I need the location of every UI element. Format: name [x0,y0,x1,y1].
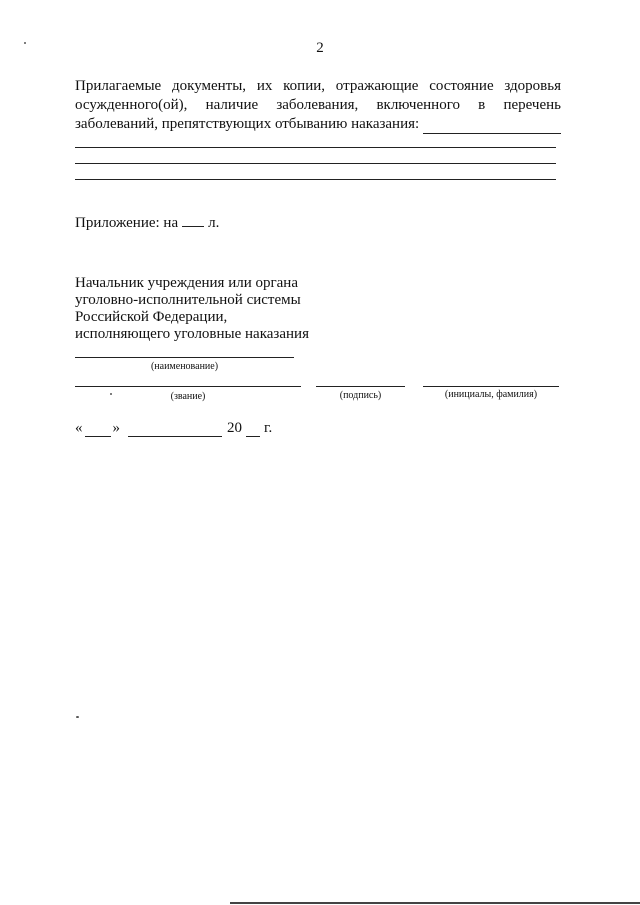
scan-speck [76,716,79,718]
signatory-line-1: Начальник учреждения или органа [75,275,298,291]
attached-documents-line-3-text: заболеваний, препятствующих отбыванию наказания: [75,116,420,132]
diseases-blank-line-3[interactable] [75,179,556,180]
signatory-line-2: уголовно-исполнительной системы [75,292,301,308]
signatory-line-4: исполняющего уголовные наказания [75,326,309,342]
date-year-suffix: г. [264,420,273,436]
date-close-quote: » [112,420,120,436]
rank-caption: (звание) [170,391,206,402]
institution-name-blank[interactable] [75,357,294,358]
signatory-block [75,275,309,343]
diseases-blank-field[interactable] [423,119,561,134]
date-open-quote: « [75,420,83,436]
date-year-blank[interactable] [246,423,260,437]
appendix-pages-blank[interactable] [182,214,204,227]
diseases-blank-line-1[interactable] [75,147,556,148]
signature-blank[interactable] [316,386,405,387]
rank-blank[interactable] [75,386,301,387]
scan-speck [110,393,112,395]
initials-surname-blank[interactable] [423,386,559,387]
page-number: 2 [316,40,324,56]
date-century: 20 [227,420,242,436]
attached-documents-line-2: осужденного(ой), наличие заболевания, включенного в перечень [75,97,561,113]
attached-documents-line-1: Прилагаемые документы, их копии, отражающие состояние здоровья [75,78,561,94]
appendix-line [75,214,219,232]
date-day-blank[interactable] [85,423,111,437]
attached-documents-line-3 [75,115,561,134]
institution-name-caption: (наименование) [150,361,219,372]
appendix-prefix: Приложение: на [75,215,179,231]
appendix-suffix: л. [208,215,220,231]
initials-surname-caption: (инициалы, фамилия) [444,389,538,400]
scan-speck [24,42,26,44]
diseases-blank-line-2[interactable] [75,163,556,164]
attached-documents-paragraph [75,77,561,134]
date-row [75,420,272,437]
date-month-blank[interactable] [128,423,222,437]
signature-caption: (подпись) [339,390,382,401]
signatory-line-3: Российской Федерации, [75,309,228,325]
scan-bottom-edge [230,902,640,904]
